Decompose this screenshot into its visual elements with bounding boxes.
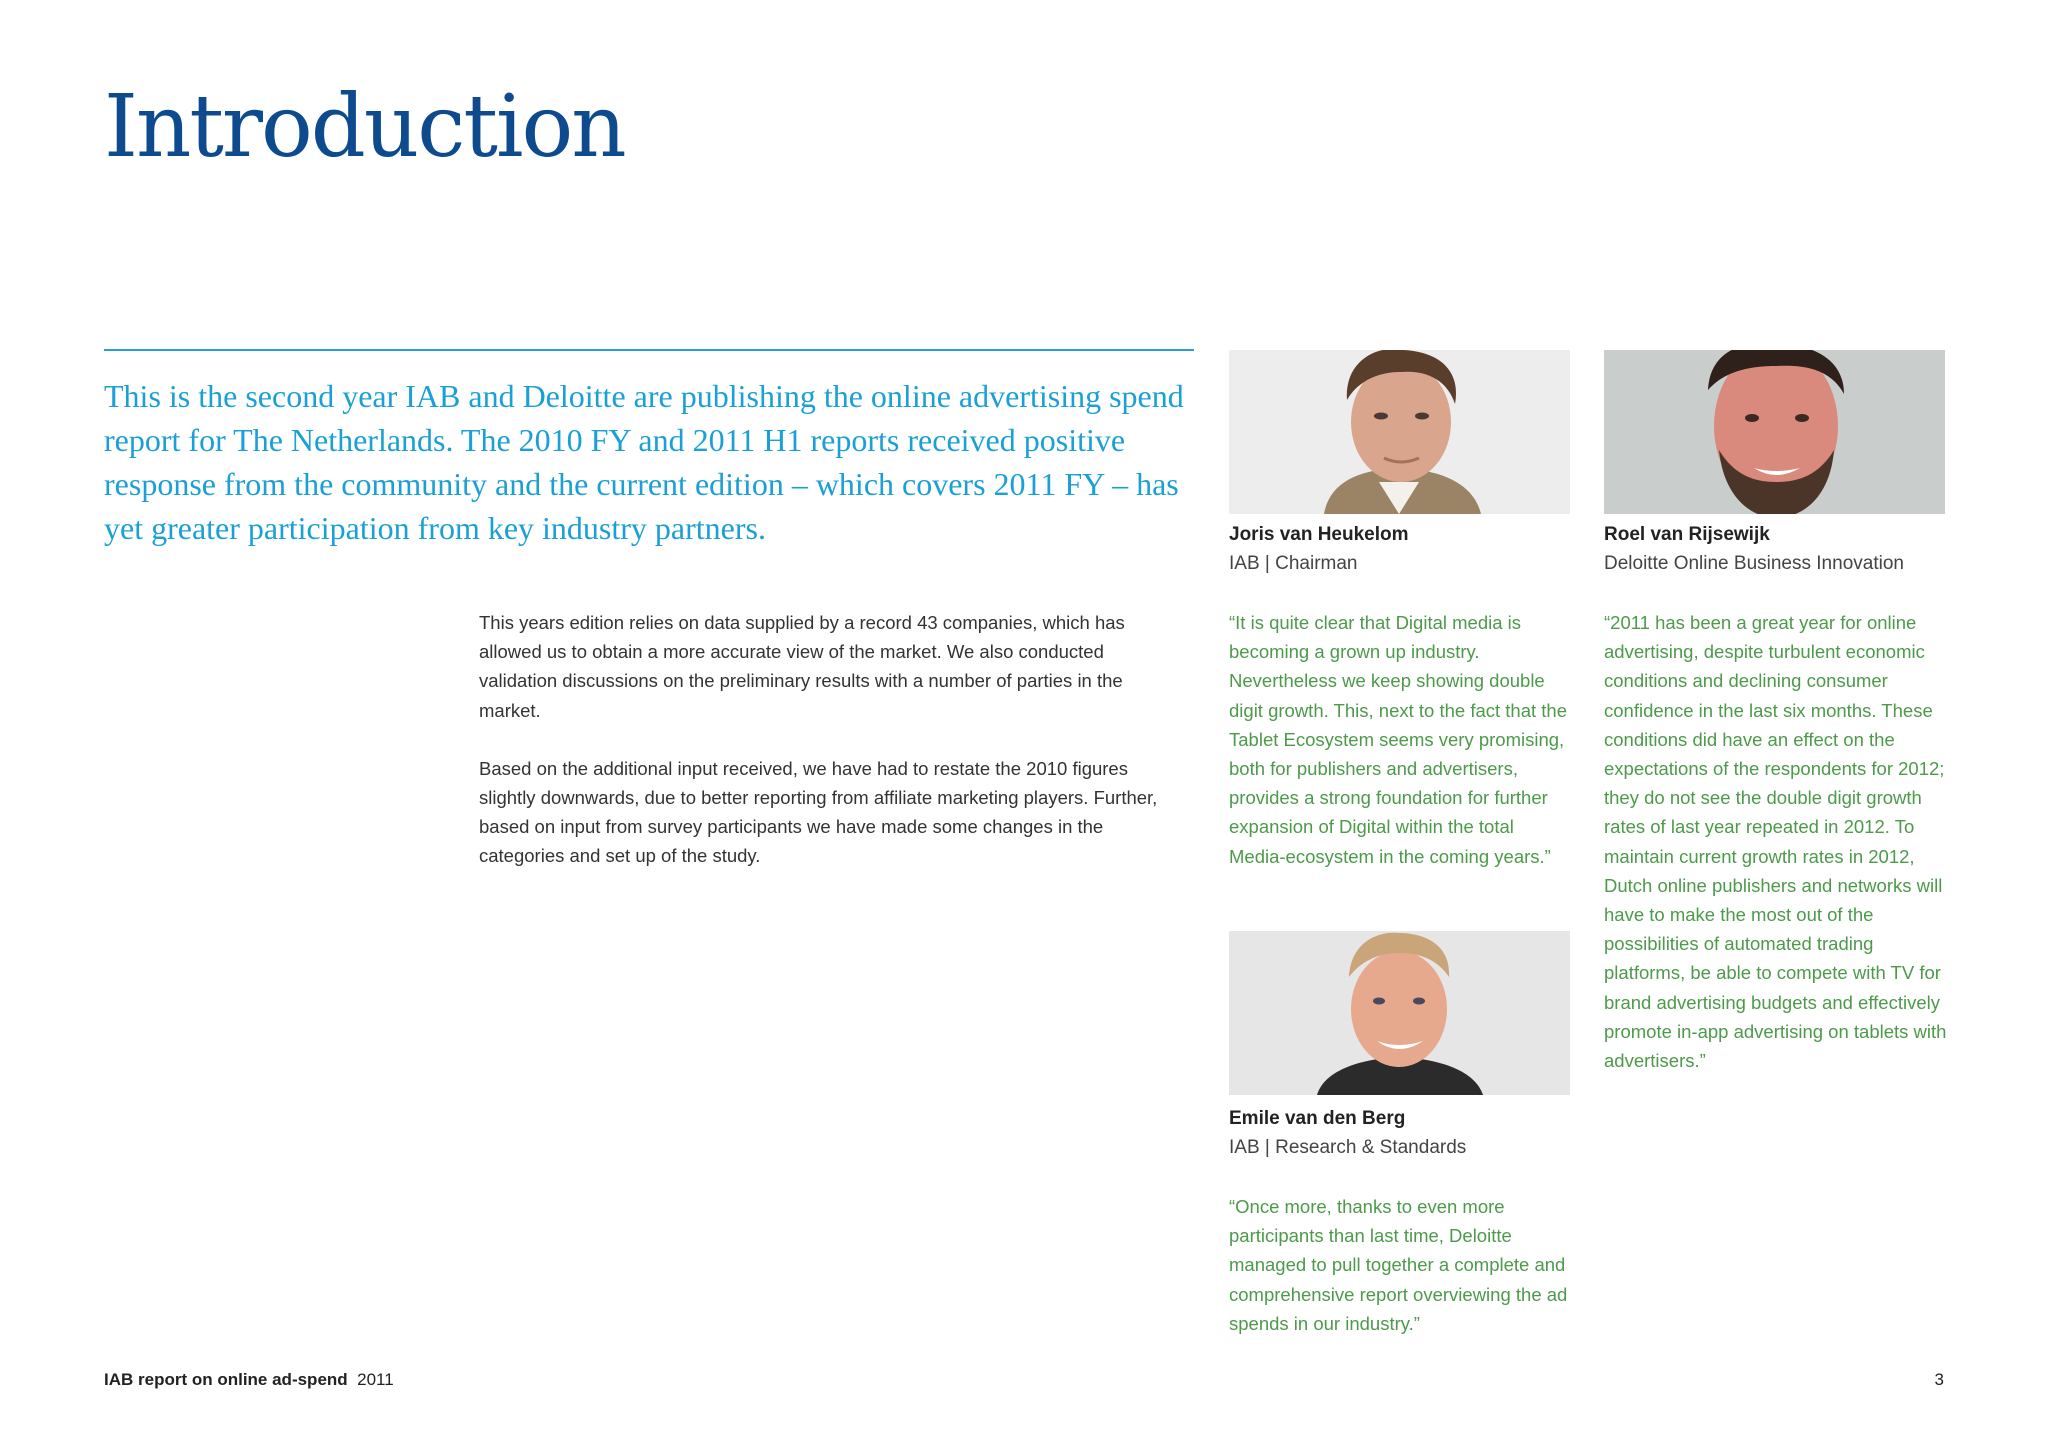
lead-paragraph: This is the second year IAB and Deloitte are publishing the online advertising spend report for The Netherlands. The 2010 FY and 2011 H1 reports received positive response from the community and the current edition – which covers 2011 FY – has yet greater participation from key industry partners. xyxy=(104,378,1184,546)
person-role: IAB | Research & Standards xyxy=(1229,1137,1467,1158)
portrait-photo-roel xyxy=(1604,350,1945,514)
person-name: Roel van Rijsewijk xyxy=(1604,524,1770,545)
footer-year: 2011 xyxy=(357,1370,394,1389)
portrait-photo-emile xyxy=(1229,931,1570,1095)
footer-title: IAB report on online ad-spend xyxy=(104,1370,348,1389)
person-name: Emile van den Berg xyxy=(1229,1108,1406,1129)
person-quote: “2011 has been a great year for online advertising, despite turbulent economic conditions and declining consumer confidence in the last six months. These conditions did have an effect on the expectations of the respondents for 2012; they do not see the double digit growth rates of last year repeated in 2012. To maintain current growth rates in 2012, Dutch online publishers and networks will have to make the most out of the possibilities of automated trading platforms, be able to compete with TV for brand advertising budgets and effectively promote in-app advertising on tablets with advertisers.” xyxy=(1604,612,1947,1072)
body-paragraph: Based on the additional input received, we have had to restate the 2010 figures slightly downwards, due to better reporting from affiliate marketing players. Further, based on input from survey participants we have made some changes in the categories and set up of the study. xyxy=(479,757,1158,867)
person-role: IAB | Chairman xyxy=(1229,553,1358,574)
person-role: Deloitte Online Business Innovation xyxy=(1604,553,1904,574)
page-number: 3 xyxy=(1934,1370,1944,1389)
person-name: Joris van Heukelom xyxy=(1229,524,1409,545)
portrait-photo-joris xyxy=(1229,350,1570,514)
person-quote: “Once more, thanks to even more participants than last time, Deloitte managed to pull together a complete and comprehensive report overviewing the ad spends in our industry.” xyxy=(1229,1196,1568,1334)
person-quote: “It is quite clear that Digital media is becoming a grown up industry. Nevertheless we keep showing double digit growth. This, next to the fact that the Tablet Ecosystem seems very promising, both for publishers and advertisers, provides a strong foundation for further expansion of Digital within the total Media-ecosystem in the coming years.” xyxy=(1229,612,1567,867)
page-title: Introduction xyxy=(104,77,625,177)
body-paragraph: This years edition relies on data supplied by a record 43 companies, which has allowed us to obtain a more accurate view of the market. We also conducted validation discussions on the preliminary results with a number of parties in the market. xyxy=(479,612,1125,721)
body-text xyxy=(479,608,1179,900)
divider-rule xyxy=(104,349,1194,351)
footer-report-title xyxy=(104,1370,394,1390)
